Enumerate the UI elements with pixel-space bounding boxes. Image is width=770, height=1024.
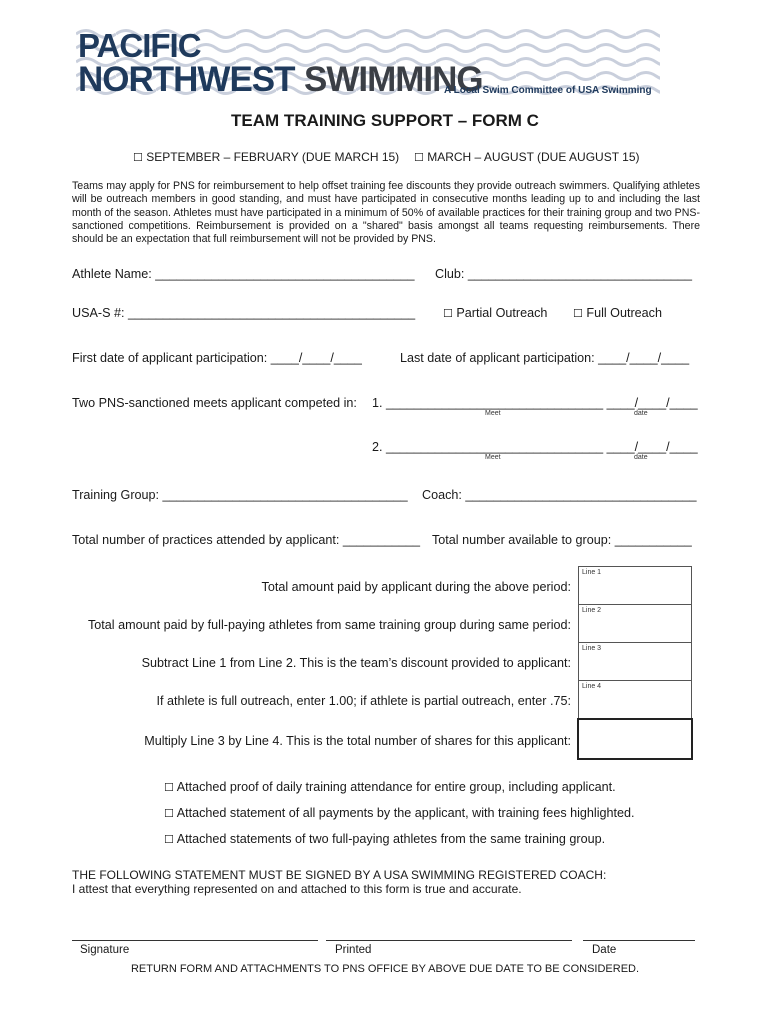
logo-tagline: A Local Swim Committee of USA Swimming <box>444 85 652 96</box>
checkbox-icon[interactable]: ☐ <box>573 307 583 320</box>
coach-field[interactable]: Coach: _________________________________ <box>422 488 697 502</box>
intro-paragraph: Teams may apply for PNS for reimbursement to help offset training fee discounts they provide outreach swimmers. Qualifying athletes will be outreach members in good standing, and must have participated in consecutive months leading up to and including the last month of the season. Athletes must have participated in a minimum of 50% of available practices for their training group and two PNS-sanctioned competitions. Reimbursement is provided on a "shared" basis amongst all teams requesting reimbursements. There should be an expectation that full reimbursement will not be provided by PNS. <box>72 180 700 246</box>
calc-line4-label: If athlete is full outreach, enter 1.00; if athlete is partial outreach, enter .75: <box>156 694 571 708</box>
last-date-field[interactable]: Last date of applicant participation: ____/____/____ <box>400 351 690 365</box>
practices-available-field[interactable]: Total number available to group: ___________ <box>432 533 692 547</box>
date-line[interactable] <box>583 940 695 941</box>
calc-line1-box[interactable] <box>578 566 692 605</box>
partial-outreach-label: Partial Outreach <box>456 306 548 320</box>
date-label: Date <box>592 944 617 956</box>
meets-label: Two PNS-sanctioned meets applicant competed in: <box>72 396 357 410</box>
meet1-date-caption: date <box>634 410 648 417</box>
attachment-payments-label: Attached statement of all payments by the applicant, with training fees highlighted. <box>176 806 635 820</box>
checkbox-icon[interactable]: ☐ <box>414 151 424 164</box>
checkbox-icon[interactable]: ☐ <box>164 833 174 846</box>
attachment-full-paying[interactable] <box>164 832 605 847</box>
training-group-field[interactable]: Training Group: ___________________________________ <box>72 488 408 502</box>
calc-line3-box[interactable] <box>578 642 692 681</box>
attachment-full-paying-label: Attached statements of two full-paying athletes from the same training group. <box>176 832 606 846</box>
club-field[interactable]: Club: ________________________________ <box>435 267 693 281</box>
pns-logo <box>76 27 660 99</box>
period-mar-aug[interactable] <box>414 150 640 165</box>
signature-line[interactable] <box>72 940 318 941</box>
attachment-payments[interactable] <box>164 806 635 821</box>
attachment-attendance-label: Attached proof of daily training attendance for entire group, including applicant. <box>176 780 616 794</box>
checkbox-icon[interactable]: ☐ <box>164 781 174 794</box>
practices-attended-field[interactable]: Total number of practices attended by applicant: ___________ <box>72 533 420 547</box>
meet2-field[interactable]: 2. _______________________________ ____/____/____ <box>372 440 698 454</box>
statement-attest: I attest that everything represented on and attached to this form is true and accurate. <box>72 882 522 896</box>
full-outreach-option[interactable] <box>573 306 662 321</box>
calc-line4-tag: Line 4 <box>582 683 602 690</box>
signature-label: Signature <box>80 944 130 956</box>
athlete-name-field[interactable]: Athlete Name: _____________________________________ <box>72 267 415 281</box>
checkbox-icon[interactable]: ☐ <box>164 807 174 820</box>
period-sep-feb[interactable] <box>133 150 399 165</box>
partial-outreach-option[interactable] <box>443 306 547 321</box>
meet2-date-caption: date <box>634 454 648 461</box>
usas-field[interactable]: USA-S #: _________________________________________ <box>72 306 416 320</box>
period-sep-feb-label: SEPTEMBER – FEBRUARY (DUE MARCH 15) <box>146 150 400 164</box>
meet2-caption: Meet <box>485 454 501 461</box>
logo-line1: PACIFIC <box>78 27 201 64</box>
full-outreach-label: Full Outreach <box>586 306 662 320</box>
statement-heading: THE FOLLOWING STATEMENT MUST BE SIGNED BY A USA SWIMMING REGISTERED COACH: <box>72 868 607 882</box>
period-mar-aug-label: MARCH – AUGUST (DUE AUGUST 15) <box>427 150 640 164</box>
calc-line1-tag: Line 1 <box>582 569 602 576</box>
meet1-caption: Meet <box>485 410 501 417</box>
calc-line3-tag: Line 3 <box>582 645 602 652</box>
footer-instructions: RETURN FORM AND ATTACHMENTS TO PNS OFFICE BY ABOVE DUE DATE TO BE CONSIDERED. <box>130 963 640 975</box>
checkbox-icon[interactable]: ☐ <box>443 307 453 320</box>
printed-label: Printed <box>335 944 372 956</box>
calc-line4-box[interactable] <box>578 680 692 719</box>
form-title: TEAM TRAINING SUPPORT – FORM C <box>231 111 539 130</box>
calc-line2-box[interactable] <box>578 604 692 643</box>
calc-line2-tag: Line 2 <box>582 607 602 614</box>
checkbox-icon[interactable]: ☐ <box>133 151 143 164</box>
calc-shares-label: Multiply Line 3 by Line 4. This is the total number of shares for this applicant: <box>144 734 571 748</box>
calc-shares-box[interactable] <box>577 718 693 760</box>
logo-line2: NORTHWEST <box>78 60 295 99</box>
logo-line3: SWIMMING <box>304 60 483 99</box>
attachment-attendance[interactable] <box>164 780 616 795</box>
printed-line[interactable] <box>326 940 572 941</box>
calc-line3-label: Subtract Line 1 from Line 2. This is the team’s discount provided to applicant: <box>141 656 571 670</box>
calc-line2-label: Total amount paid by full-paying athletes from same training group during same period: <box>87 618 571 632</box>
meet1-field[interactable]: 1. _______________________________ ____/____/____ <box>372 396 698 410</box>
first-date-field[interactable]: First date of applicant participation: ____/____/____ <box>72 351 362 365</box>
calc-line1-label: Total amount paid by applicant during the above period: <box>261 580 571 594</box>
